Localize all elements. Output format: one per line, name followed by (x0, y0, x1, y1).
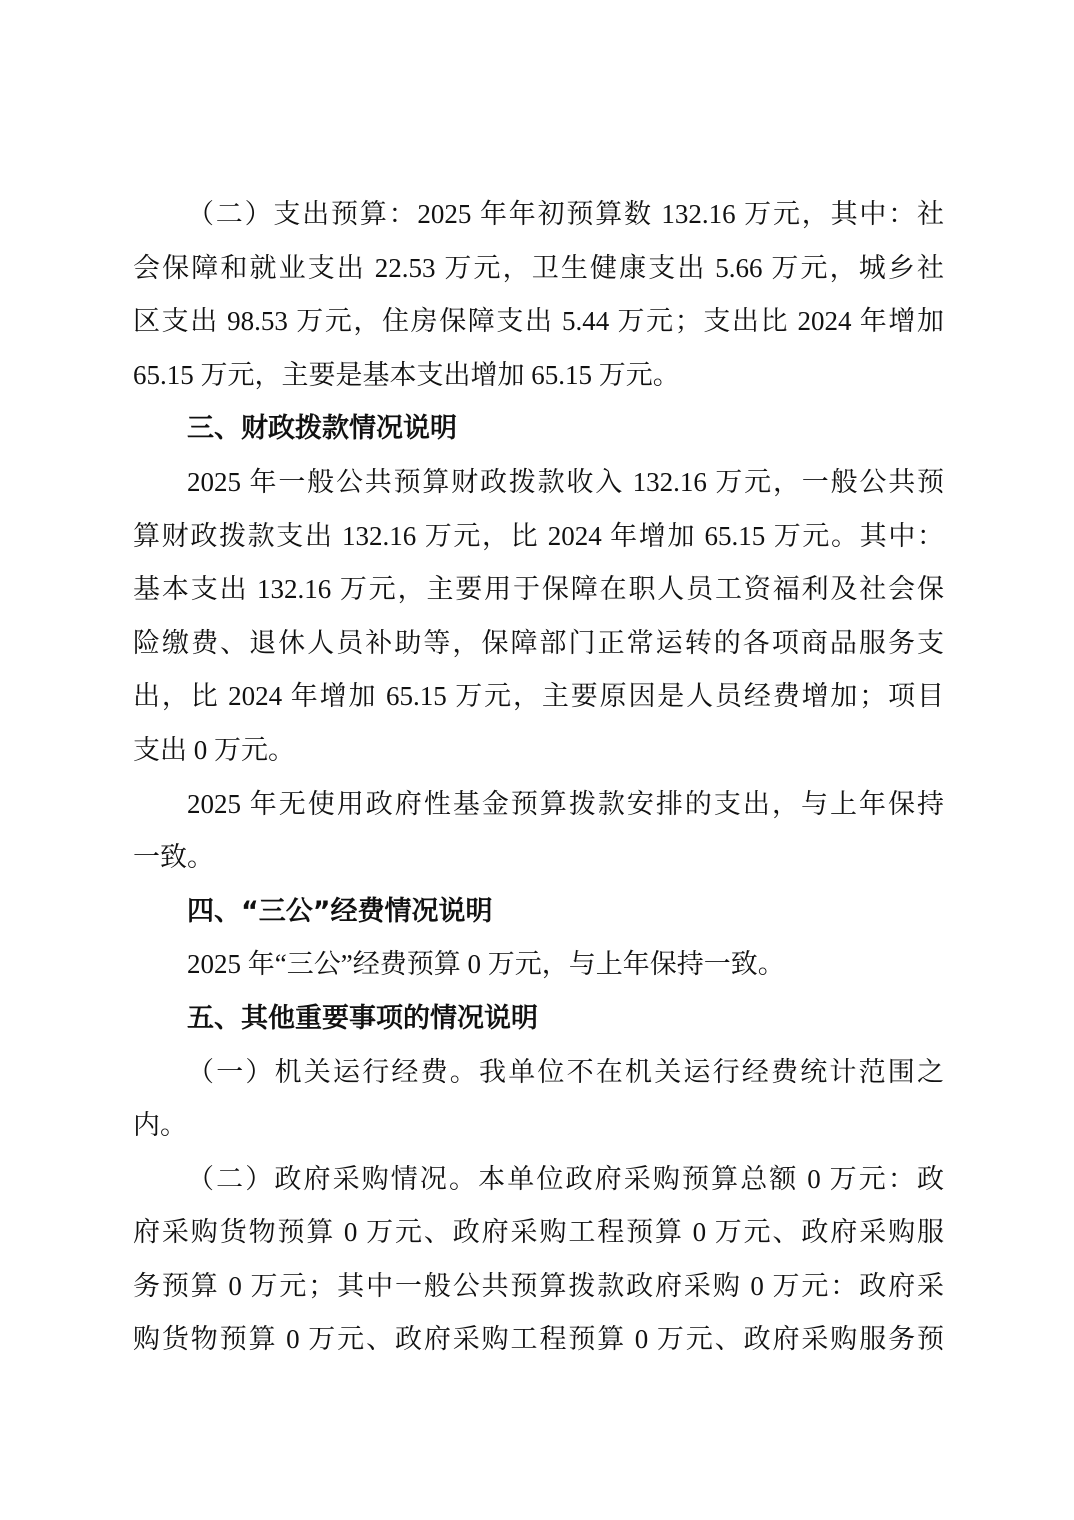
paragraph (133, 1153, 944, 1367)
text-line: 2025 年一般公共预算财政拨款收入 132.16 万元，一般公共预 (187, 466, 944, 497)
text-line: 出，比 2024 年增加 65.15 万元，主要原因是人员经费增加；项目 (133, 681, 944, 712)
section-heading (133, 885, 944, 939)
text-line: 五、其他重要事项的情况说明 (187, 1002, 538, 1034)
text-line: （一）机关运行经费。我单位不在机关运行经费统计范围之 (187, 1056, 944, 1087)
text-line: 2025 年无使用政府性基金预算拨款安排的支出，与上年保持 (187, 788, 944, 819)
text-line: 务预算 0 万元；其中一般公共预算拨款政府采购 0 万元：政府采 (133, 1270, 944, 1301)
text-line: 会保障和就业支出 22.53 万元，卫生健康支出 5.66 万元，城乡社 (133, 252, 944, 283)
text-line: （二）支出预算：2025 年年初预算数 132.16 万元，其中：社 (187, 199, 944, 229)
text-line: 府采购货物预算 0 万元、政府采购工程预算 0 万元、政府采购服 (133, 1217, 944, 1248)
paragraph (133, 1046, 944, 1153)
text-line: 算财政拨款支出 132.16 万元，比 2024 年增加 65.15 万元。其中： (133, 520, 944, 551)
text-line: 三、财政拨款情况说明 (187, 413, 457, 445)
text-line: 区支出 98.53 万元，住房保障支出 5.44 万元；支出比 2024 年增加 (133, 306, 944, 337)
text-line: （二）政府采购情况。本单位政府采购预算总额 0 万元：政 (187, 1163, 944, 1194)
text-line: 一致。 (133, 842, 214, 873)
text-line: 2025 年“三公”经费预算 0 万元，与上年保持一致。 (187, 949, 785, 980)
text-line: 65.15 万元，主要是基本支出增加 65.15 万元。 (133, 359, 680, 390)
text-line: 险缴费、退休人员补助等，保障部门正常运转的各项商品服务支 (133, 627, 944, 658)
section-heading (133, 402, 944, 456)
text-line: 基本支出 132.16 万元，主要用于保障在职人员工资福利及社会保 (133, 574, 944, 605)
text-line: 四、“三公”经费情况说明 (187, 895, 493, 927)
paragraph (133, 456, 944, 778)
text-line: 支出 0 万元。 (133, 734, 295, 765)
section-heading (133, 992, 944, 1046)
paragraph (133, 778, 944, 885)
paragraph (133, 188, 944, 402)
paragraph (133, 938, 944, 992)
text-line: 购货物预算 0 万元、政府采购工程预算 0 万元、政府采购服务预 (133, 1324, 944, 1355)
document-body (133, 188, 944, 1367)
text-line: 内。 (133, 1110, 187, 1141)
